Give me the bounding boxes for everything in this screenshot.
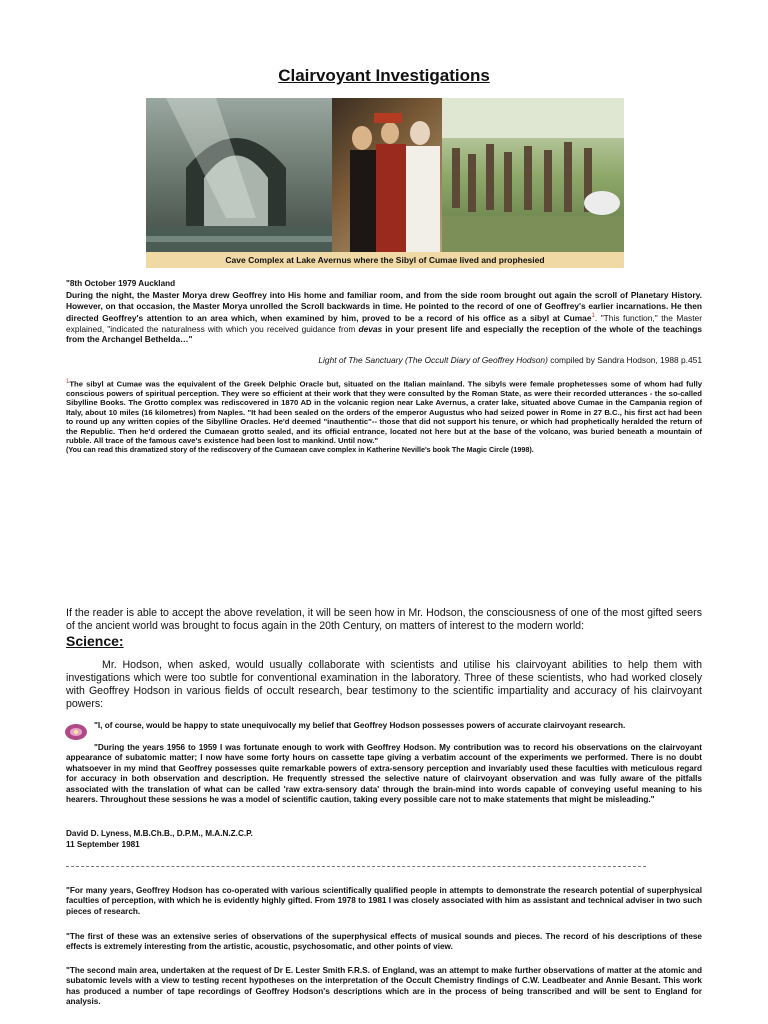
diary-text: During the night, the Master Morya drew Geoffrey into His home and familiar room, and from the side room brought out again the scroll of Planetary History. However, on that occasion, the Master Morya unrolled the Scroll backwards in time. He pointed to the record of one of Geoffrey's earlier incarnations. He then directed Geoffrey's attention to an area which, when examined by him, proved to be a record of his office as a sibyl at Cumae [66,290,702,323]
signature-name: David D. Lyness, M.B.Ch.B., D.P.M., M.A.N.Z.C.P. [66,829,253,838]
quote-2: "During the years 1956 to 1959 I was fortunate enough to work with Geoffrey Hodson. My contribution was to record his observations on the clairvoyant appearance of subatomic matter; I now have some forty hours on cassette tape giving a verbatim account of the experiments we performed. There is no doubt whatsoever in my mind that Geoffrey possesses quite remarkable powers of extra-sensory perception and invariably used these faculties with meticulous regard for accuracy in both observation and description. He frequently stressed the selective nature of clairvoyant observation and was fully aware of the pitfalls associated with the translation of what can be called 'raw extra-sensory data' through the brain-mind into words capable of conveying useful meaning to his hearers. Throughout these sessions he was a model of scientific caution, taking every possible care not to make statements that might be misleading." [66,743,702,805]
footnote-ref[interactable]: 1 [591,313,595,320]
sibyl-figures-image [332,98,442,252]
diary-date: "8th October 1979 Auckland [66,279,176,288]
flower-icon [64,722,88,742]
quote-4: "The first of these was an extensive series of observations of the superphysical effects of musical sounds and pieces. The record of his descriptions of these effects is extremely interesting from the artistic, acoustic, psychosomatic, and other points of view. [66,932,702,952]
source-rest: compiled by Sandra Hodson, 1988 p.451 [547,355,702,365]
page-title: Clairvoyant Investigations [278,66,490,85]
footnote-note: (You can read this dramatized story of the rediscovery of the Cumaean cave complex in Katherine Neville's book The Magic Circle (1998). [66,445,534,455]
army-scene-image [442,98,624,252]
science-heading: Science: [66,633,124,649]
diary-em: devas [358,323,383,334]
quote-5: "The second main area, undertaken at the request of Dr E. Lester Smith F.R.S. of England, was an attempt to make further observations of matter at the atomic and subatomic levels with a view to testing recent hypotheses on the interpretation of the Occult Chemistry findings of C.W. Leadbeater and Annie Besant. This work has produced a number of tape recordings of Geoffrey Hodson's descriptions which are in the process of being transcribed and will be sent to England for analysis. [66,966,702,1007]
diary-text-end: in your present life and especially the reception of the whole of the teachings from the Archangel Bethelda…" [66,323,702,345]
quote-3: "For many years, Geoffrey Hodson has co-operated with various scientifically qualified people in attempts to demonstrate the research potential of superphysical faculties of perception, with which he is evidently highly gifted. From 1978 to 1981 I was closely associated with him as assistant and technical adviser in two such pieces of research. [66,886,702,916]
divider [66,866,646,867]
source-citation [66,355,702,366]
source-title: Light of The Sanctuary (The Occult Diary of Geoffrey Hodson) [318,355,548,365]
quote-1: "I, of course, would be happy to state unequivocally my belief that Geoffrey Hodson possesses powers of accurate clairvoyant research. [94,721,626,730]
banner-caption: Cave Complex at Lake Avernus where the Sibyl of Cumae lived and prophesied [146,252,624,268]
intro-paragraph: If the reader is able to accept the above revelation, it will be seen how in Mr. Hodson, the consciousness of one of the most gifted seers of the ancient world was brought to focus again in the 20th Century, on matters of interest to the modern world: [66,607,702,632]
footnote [66,378,702,455]
science-paragraph: Mr. Hodson, when asked, would usually collaborate with scientists and utilise his clairvoyant abilities to help them with investigations which were too subtle for conventional examination in the laboratory. Three of these scientists, who had worked closely with Geoffrey Hodson in various fields of occult research, bear testimony to the scientific impartiality and accuracy of his clairvoyant powers: [66,659,702,710]
footnote-text: The sibyl at Cumae was the equivalent of the Greek Delphic Oracle but, situated on the Italian mainland. The sibyls were female prophetesses some of whom had fully conscious powers of spiritual perception. They were so efficient at their work that they were consulted by the Roman State, as were their recorded utterances - the so-called Sibylline Books. The Grotto complex was rediscovered in 1870 AD in the volcanic region near Lake Avernus, a crater lake, situated above Cumae in the Campania region of Italy, about 10 miles (16 kilometres) from Naples. "It had been sealed on the orders of the emperor Augustus who had seized power in Rome in 27 B.C., his first act had been to round up any written copies of the Sibylline Oracles. He'd deemed "inauthentic"-- those that did not support his tenure, or which had prophetically heralded the return of the Republic. Then he'd ordered the Cumaean grotto sealed, and its official entrance, located not here but at the base of the volcano, was buried beneath a mountain of rubble. All trace of the famous cave's existence had been lost to mankind. Until now." [66,379,702,445]
signature-date: 11 September 1981 [66,840,140,849]
banner-image [146,98,624,268]
footnote-mark: 1 [66,379,70,385]
diary-text-tail: . "This function," the Master explained, "indicated the naturalness with which you received guidance from [66,312,702,334]
cave-painting-image [146,98,332,252]
diary-entry [66,290,702,345]
